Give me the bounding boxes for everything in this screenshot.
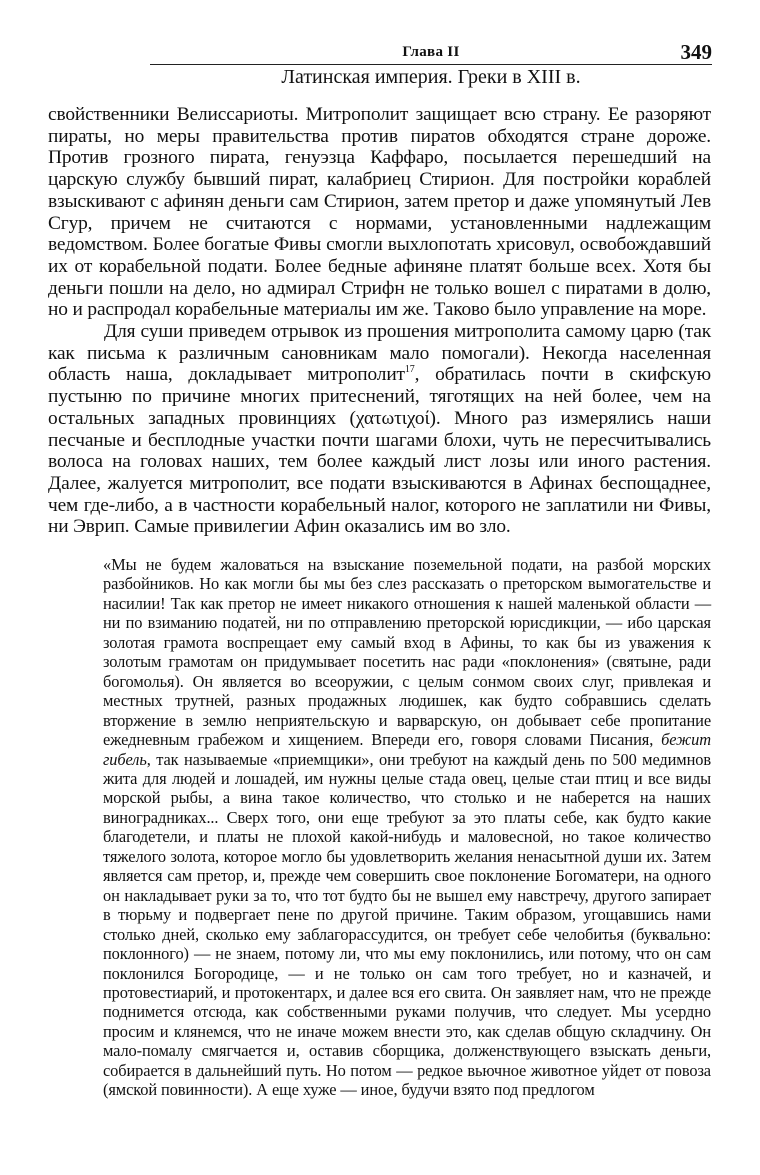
footnote-reference: 17 — [404, 364, 415, 376]
paragraph-1: свойственники Велиссариоты. Митрополит защищает всю страну. Ее разоряют пираты, но меры правительства против пиратов обходятся стране дороже. Против грозного пирата, генуэзца Каффаро, посылается перешедший на царскую службу бывший пират, калабриец Стирион. Для постройки кораблей взыскивают с афинян деньги сам Стирион, затем претор и даже упомянутый Лев Сгур, причем не считаются с нормами, установленными надлежащим ведомством. Более богатые Фивы смогли выхлопотать хрисовул, освобождавший их от корабельной подати. Более бедные афиняне платят больше всех. Хотя бы деньги пошли на дело, но адмирал Стрифн не только вошел с пиратами в долю, но и распродал корабельные материалы им же. Таково было управление на море. — [48, 104, 711, 321]
quote-italic-phrase: бежит гибель — [103, 730, 711, 769]
block-quote — [103, 555, 711, 1100]
section-title: Латинская империя. Греки в XIII в. — [281, 66, 581, 88]
chapter-label: Глава II — [402, 44, 460, 60]
quote-paragraph — [103, 555, 711, 1100]
paragraph-2-end: , обратилась почти в скифскую пустыню по причине многих притеснений, тяготящих на ней более, чем на остальных западных провинциях (χατωτιχοί). Много раз измерялись наши песчаные и бесплодные участки почти шагами блохи, чуть не пересчитывались волоса на головах наших, тем более каждый лист лозы или иного растения. Далее, жалуется митрополит, все подати взыскиваются в Афинах беспощаднее, чем где-либо, а в частности корабельный налог, которого не заплатили ни Фивы, ни Эврип. Самые привилегии Афин оказались им во зло. — [48, 364, 711, 538]
running-head — [150, 42, 712, 65]
quote-text-end: , так называемые «приемщики», они требуют на каждый день по 500 медимнов жита для людей и лошадей, им нужны целые стада овец, целые стаи птиц и все виды морской рыбы, а вина такое количество, что столько и не наберется на наших виноградниках... Сверх того, они еще требуют за это платы себе, как будто какие благодетели, и платы не плохой какой-нибудь и маловесной, но такое количество тяжелого золота, которое могло бы удовлетворить желания ненасытной души их. Затем является сам претор, и, прежде чем совершить свое поклонение Богоматери, на одного он накладывает руки за то, что тот будто бы не вышел ему навстречу, другого запирает в тюрьму и подвергает пене по другой причине. Таким образом, угощавшись нами столько дней, сколько ему заблагорассудится, он требует себе челобитья (буквально: поклонного) — не знаем, потому ли, что мы ему поклонились, или потому, что он сам поклонился Богородице, — и не только он сам того требует, но и казначей, и протовестиарий, и протокентарх, и далее вся его свита. Он заявляет нам, что не прежде поднимется отсюда, как собственными руками получив, что следует. Мы усердно просим и клянемся, что не иначе можем внести это, как сделав общую складчину. Он мало-помалу смягчается и, оставив сборщика, долженствующего взыскать деньги, собирается в дальнейший путь. Но потом — редкое вьючное животное уйдет от повоза (ямской повинности). А еще хуже — иное, будучи взято под предлогом — [103, 749, 711, 1100]
paragraph-2 — [48, 321, 711, 538]
page-number: 349 — [680, 40, 712, 64]
main-text — [48, 104, 711, 538]
quote-text-start: «Мы не будем жаловаться на взыскание поземельной подати, на разбой морских разбойников. Но как могли бы мы без слез рассказать о преторском вымогательстве и насилии! Так как претор не имеет никакого отношения к нашей маленькой области — ни по взиманию податей, ни по отправлению преторской юрисдикции, — ибо царская золотая грамота воспрещает ему самый вход в Афины, то как бы из уважения к золотым грамотам он придумывает посетить нас ради «поклонения» (святыне, ради богомолья). Он является во всеоружии, с целым сонмом своих слуг, привлекая и местных трутней, разных продажных людишек, как будто собравшись сделать вторжение в землю неприятельскую и варварскую, он добывает себе пропитание ежедневным грабежом и хищением. Впереди его, говоря словами Писания, — [103, 555, 711, 750]
paragraph-2-start: Для суши приведем отрывок из прошения митрополита самому царю (так как письма к различным сановникам мало помогали). Некогда населенная область наша, докладывает митрополит — [48, 321, 711, 386]
